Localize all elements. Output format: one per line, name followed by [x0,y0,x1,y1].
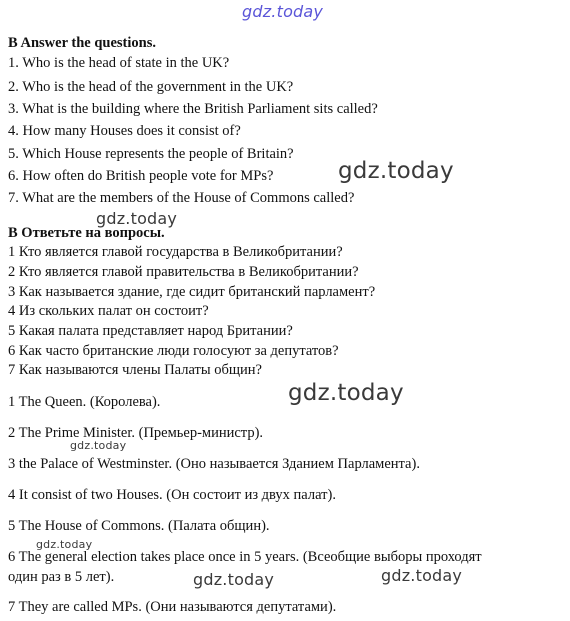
watermark-mid-right: gdz.today [338,158,454,184]
watermark-bottom-right: gdz.today [381,566,463,585]
answer-6: 6 The general election takes place once in 5 years. (Всеобщие выборы проходят [8,549,482,565]
watermark-small-a2: gdz.today [70,439,127,452]
question-en-3: 3. What is the building where the British Parliament sits called? [8,101,378,117]
question-en-7: 7. What are the members of the House of Commons called? [8,190,355,206]
question-ru-2: 2 Кто является главой правительства в Великобритании? [8,264,359,280]
question-ru-4: 4 Из скольких палат он состоит? [8,303,209,319]
watermark-under-q7: gdz.today [96,209,178,228]
answer-2: 2 The Prime Minister. (Премьер-министр). [8,425,264,441]
answer-6-continued: один раз в 5 лет). [8,569,115,585]
question-ru-5: 5 Какая палата представляет народ Британии? [8,323,293,339]
question-en-5: 5. Which House represents the people of Britain? [8,146,294,162]
watermark-small-a6: gdz.today [36,538,93,551]
question-en-2: 2. Who is the head of the government in the UK? [8,79,294,95]
question-ru-3: 3 Как называется здание, где сидит британский парламент? [8,284,376,300]
section-ru-heading: B Ответьте на вопросы. [8,225,165,241]
watermark-bottom-center: gdz.today [193,570,275,589]
section-en-heading: B Answer the questions. [8,35,156,51]
watermark-top: gdz.today [242,2,324,21]
answer-7: 7 They are called MPs. (Они называются депутатами). [8,599,337,615]
answer-4: 4 It consist of two Houses. (Он состоит из двух палат). [8,487,336,503]
question-en-6: 6. How often do British people vote for MPs? [8,168,274,184]
answer-3: 3 the Palace of Westminster. (Оно называется Зданием Парламента). [8,456,420,472]
watermark-after-ru7: gdz.today [288,380,404,406]
answer-1: 1 The Queen. (Королева). [8,394,161,410]
question-en-1: 1. Who is the head of state in the UK? [8,55,230,71]
question-ru-1: 1 Кто является главой государства в Великобритании? [8,244,343,260]
question-ru-7: 7 Как называются члены Палаты общин? [8,362,262,378]
answer-5: 5 The House of Commons. (Палата общин). [8,518,270,534]
question-en-4: 4. How many Houses does it consist of? [8,123,241,139]
question-ru-6: 6 Как часто британские люди голосуют за депутатов? [8,343,339,359]
